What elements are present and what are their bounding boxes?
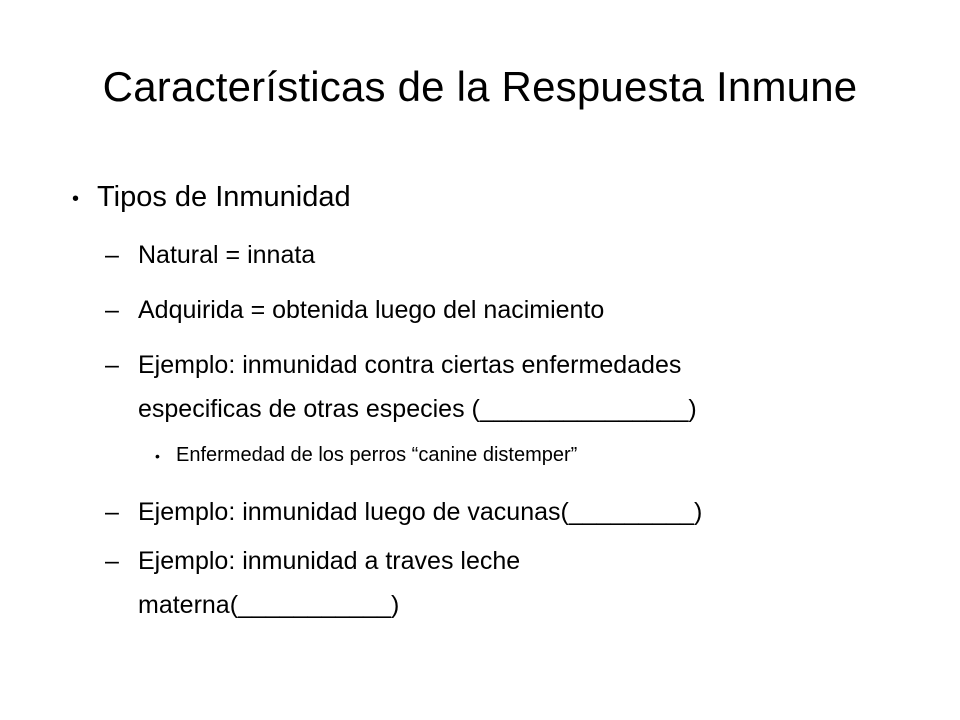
bullet-icon: • — [72, 188, 80, 210]
list-item-continuation: especificas de otras especies (_______________) — [138, 395, 697, 423]
list-item-continuation: materna(___________) — [138, 591, 400, 619]
list-item: Ejemplo: inmunidad luego de vacunas(_________) — [138, 498, 703, 526]
bullet-icon: • — [155, 448, 160, 464]
list-item: Ejemplo: inmunidad contra ciertas enfermedades — [138, 351, 682, 379]
list-item: Natural = innata — [138, 241, 316, 269]
dash-icon: – — [105, 241, 119, 269]
dash-icon: – — [105, 351, 119, 379]
list-item: Tipos de Inmunidad — [97, 181, 351, 213]
list-item: Ejemplo: inmunidad a traves leche — [138, 547, 521, 575]
list-item: Enfermedad de los perros “canine distemper” — [176, 444, 578, 466]
slide-title: Características de la Respuesta Inmune — [102, 63, 858, 110]
dash-icon: – — [105, 296, 119, 324]
dash-icon: – — [105, 498, 119, 526]
dash-icon: – — [105, 547, 119, 575]
list-item: Adquirida = obtenida luego del nacimiento — [138, 296, 605, 324]
